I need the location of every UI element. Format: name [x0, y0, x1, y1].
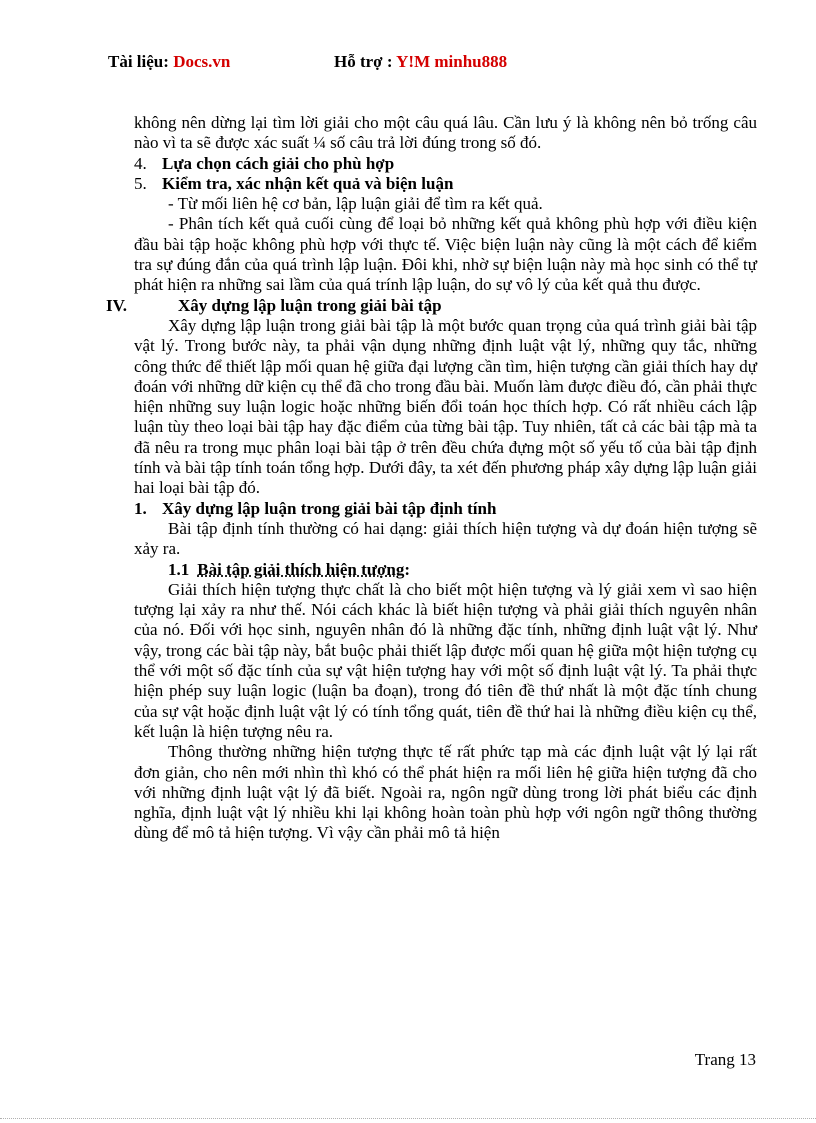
header-support-contact[interactable]: Y!M minhu888	[396, 52, 508, 71]
list-item-5-number: 5.	[134, 173, 147, 193]
list-item-1-text: Xây dựng lập luận trong giải bài tập định tính	[162, 498, 497, 518]
header-doc-separator: :	[163, 52, 174, 71]
header-support	[334, 52, 507, 72]
paragraph-sub-1-1-a: Giải thích hiện tượng thực chất là cho biết một hiện tượng và lý giải xem vì sao hiện tượng lại xảy ra như thế. Nói cách khác là biết hiện tượng và phải giải thích nguyên nhân của nó. Đối với học sinh, nguyên nhân đó là những đặc tính, những định luật vật lý. Như vậy, trong các bài tập này, bắt buộc phải thiết lập được mối quan hệ giữa một hiện tượng cụ thể với một số đặc tính của sự vật hiện tượng hay với một số định luật vật lý. Ta phải thực hiện phép suy luận logic (luận ba đoạn), trong đó tiên đề thứ nhất là một đặc tính chung của sự vật hoặc định luật vật lý có tính tổng quát, tiên đề thứ hai là những điều kiện cụ thể, kết luận là hiện tượng nêu ra.	[134, 579, 757, 741]
list-item-4	[134, 154, 757, 174]
paragraph-dash-2: - Phân tích kết quả cuối cùng để loại bỏ những kết quả không phù hợp với điều kiện đầu bài tập hoặc không phù hợp với thực tế. Việc biện luận này cũng là một cách để kiểm tra sự đúng đắn của quá trình lập luận. Đôi khi, nhờ sự biện luận này mà học sinh có thể tự phát hiện ra những sai lầm của quá trính lập luận, do sự vô lý của kết quả thu được.	[134, 214, 757, 295]
paragraph-sub-1-1-b: Thông thường những hiện tượng thực tế rất phức tạp mà các định luật vật lý lại rất đơn giản, cho nên mới nhìn thì khó có thể phát hiện ra mối liên hệ giữa hiện tượng đã cho với những định luật vật lý đã biết. Ngoài ra, ngôn ngữ dùng trong lời phát biểu các định nghĩa, định luật vật lý nhiều khi lại không hoàn toàn phù hợp với ngôn ngữ thông thường dùng để mô tả hiện tượng. Vì vậy cần phải mô tả hiện	[134, 742, 757, 843]
subsection-1-1-number: 1.1	[168, 559, 190, 579]
header-support-separator: :	[382, 52, 397, 71]
list-item-4-text: Lựa chọn cách giải cho phù hợp	[162, 153, 395, 173]
list-item-4-number: 4.	[134, 153, 147, 173]
subsection-1-1-title: Bài tập giải thích hiện tượng	[197, 559, 405, 579]
subsection-heading-1-1	[134, 560, 757, 580]
header-support-label: Hỗ trợ	[334, 52, 383, 71]
list-item-1	[134, 499, 757, 519]
page-number: Trang 13	[694, 1050, 756, 1069]
list-item-1-number: 1.	[134, 498, 147, 518]
paragraph-section-iv: Xây dựng lập luận trong giải bài tập là một bước quan trọng của quá trình giải bài tập vật lý. Trong bước này, ta phải vận dụng những định luật vật lý, những quy tắc, những công thức để thiết lập mối quan hệ giữa đại lượng cần tìm, hiện tượng cần giải thích hay dự đoán với những dữ kiện cụ thể đã cho trong đầu bài. Muốn làm được điều đó, cần phải thực hiện những suy luận logic hoặc những biến đổi toán học thích hợp. Có rất nhiều cách lập luận tùy theo loại bài tập hay đặc điểm của từng bài tập. Tuy nhiên, tất cả các bài tập mà ta đã nêu ra trong mục phân loại bài tập ở trên đều chứa đựng một số yếu tố của bài tập định tính và bài tập tính toán tổng hợp. Dưới đây, ta xét đến phương pháp xây dựng lập luận giải hai loại bài tập đó.	[134, 315, 757, 498]
header-doc-link[interactable]: Docs.vn	[173, 52, 231, 71]
section-iv-title: Xây dựng lập luận trong giải bài tập	[178, 295, 442, 315]
section-iv-number: IV.	[106, 295, 127, 315]
header-doc-label: Tài liệu	[108, 52, 164, 71]
paragraph-item-1: Bài tập định tính thường có hai dạng: giải thích hiện tượng và dự đoán hiện tượng sẽ xảy ra.	[134, 518, 757, 559]
page-bottom-divider	[0, 1118, 816, 1119]
list-item-5	[134, 174, 757, 194]
section-heading-iv	[106, 295, 757, 316]
paragraph-intro: không nên dừng lại tìm lời giải cho một câu quá lâu. Cần lưu ý là không nên bỏ trống câu nào vì ta sẽ được xác suất ¼ số câu trả lời đúng trong số đó.	[134, 113, 757, 153]
header-document-source	[108, 52, 230, 72]
subsection-1-1-colon: :	[404, 559, 411, 579]
paragraph-dash-1: - Từ mối liên hệ cơ bản, lập luận giải để tìm ra kết quả.	[168, 194, 543, 214]
list-item-5-text: Kiểm tra, xác nhận kết quả và biện luận	[162, 173, 454, 193]
document-body	[106, 113, 757, 844]
